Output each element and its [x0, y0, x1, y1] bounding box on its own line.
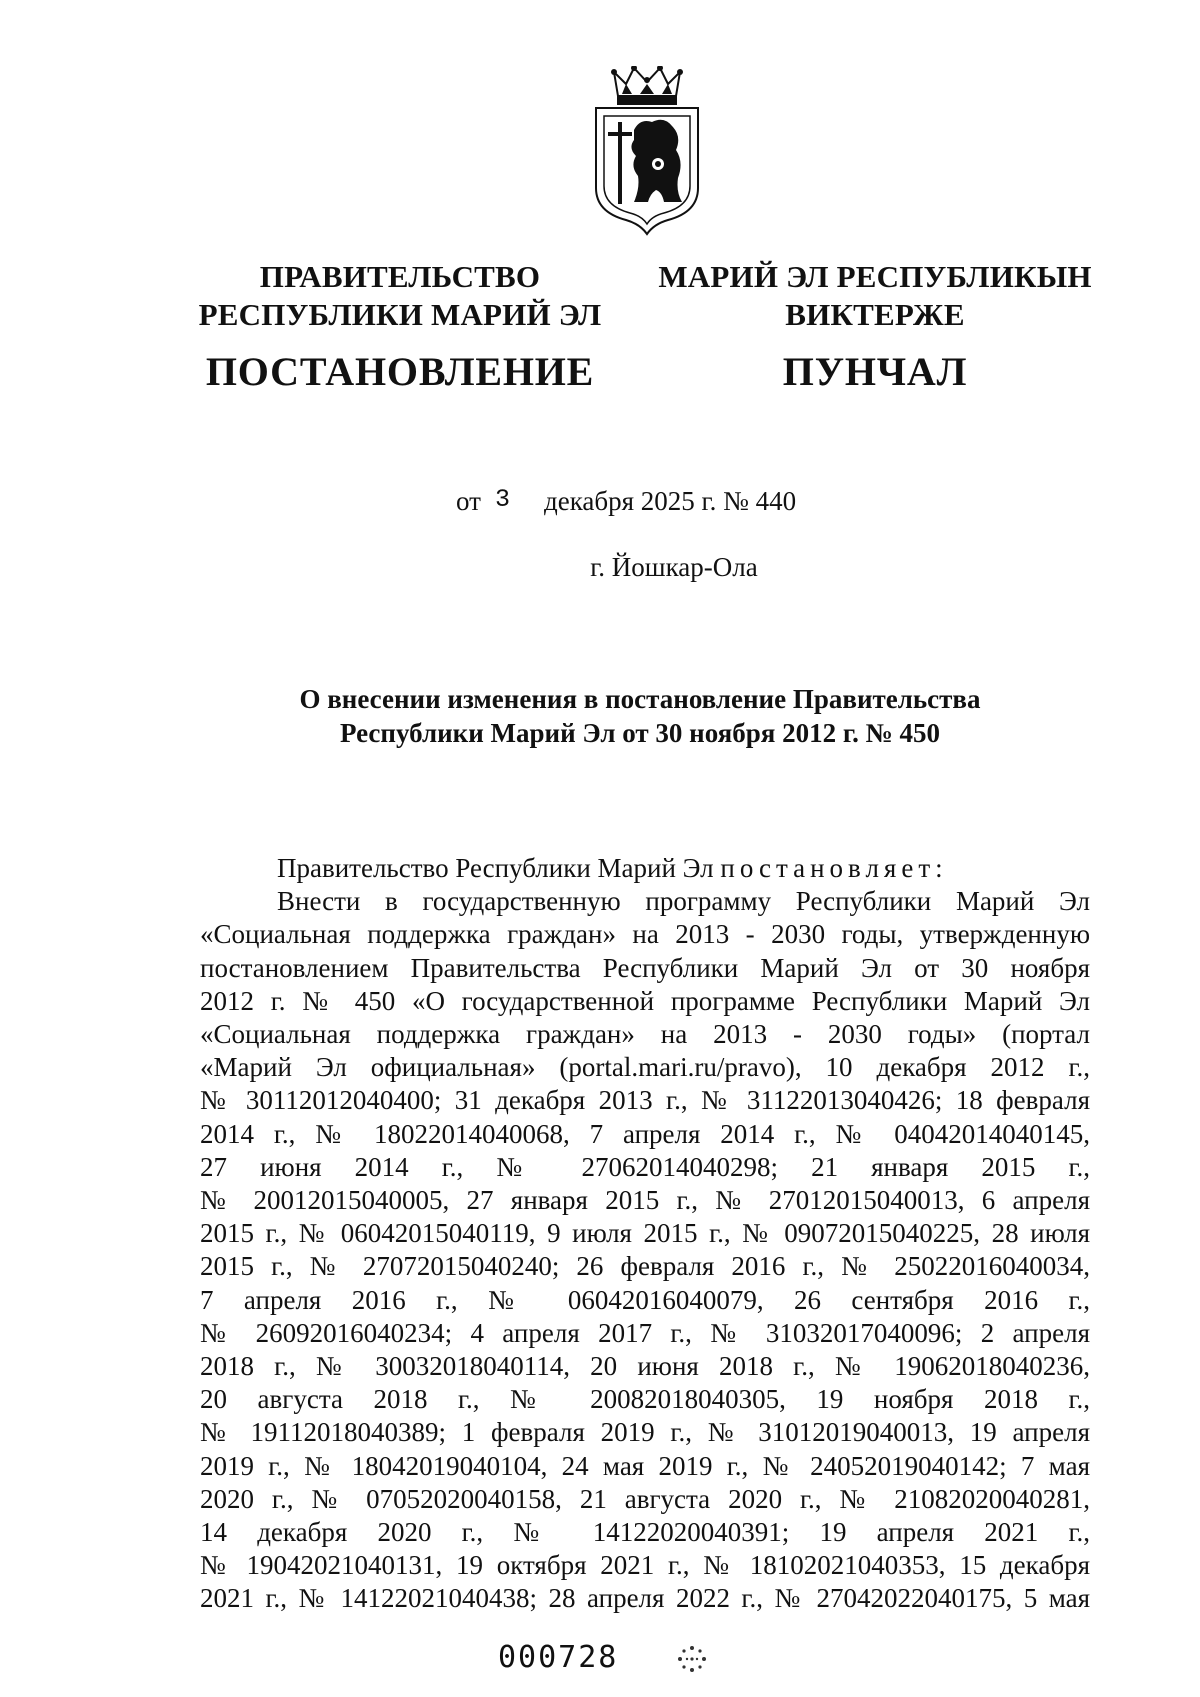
intro-spaced-word: постановляет: — [720, 853, 948, 883]
date-day: 3 — [494, 485, 510, 514]
body-line: 2018 г., № 30032018040114, 20 июня 2018 г., № 19062018040236, — [200, 1351, 1090, 1382]
title-line1: О внесении изменения в постановление Правительства — [299, 684, 981, 714]
org-name-ru-line2: РЕСПУБЛИКИ МАРИЙ ЭЛ — [198, 297, 602, 332]
body-line: 2014 г., № 18022014040068, 7 апреля 2014 г., № 04042014040145, — [200, 1118, 1090, 1149]
doc-type-mari: ПУНЧАЛ — [782, 349, 968, 394]
body-line: 20 августа 2018 г., № 20082018040305, 19 ноября 2018 г., — [200, 1384, 1090, 1415]
header-russian — [190, 258, 610, 396]
body-line: Внести в государственную программу Республики Марий Эл — [277, 886, 1090, 917]
ornament-icon — [675, 1644, 709, 1674]
header-mari — [650, 258, 1100, 396]
body-line: № 20012015040005, 27 января 2015 г., № 27012015040013, 6 апреля — [200, 1185, 1090, 1216]
title-line2: Республики Марий Эл от 30 ноября 2012 г. № 450 — [339, 718, 941, 748]
body-line: № 26092016040234; 4 апреля 2017 г., № 31032017040096; 2 апреля — [200, 1317, 1090, 1348]
body-line: 2019 г., № 18042019040104, 24 мая 2019 г., № 24052019040142; 7 мая — [200, 1450, 1090, 1481]
body-line: 2015 г., № 27072015040240; 26 февраля 2016 г., № 25022016040034, — [200, 1251, 1090, 1282]
body-line: «Марий Эл официальная» (portal.mari.ru/pravo), 10 декабря 2012 г., — [200, 1052, 1090, 1083]
body-line: 2021 г., № 14122021040438; 28 апреля 2022 г., № 27042022040175, 5 мая — [200, 1583, 1090, 1614]
intro-text: Правительство Республики Марий Эл — [277, 853, 714, 883]
date-rest: декабря 2025 г. № 440 — [543, 486, 797, 516]
document-city: г. Йошкар-Ола — [590, 552, 758, 582]
org-name-mari-line1: МАРИЙ ЭЛ РЕСПУБЛИКЫН — [658, 259, 1092, 294]
body-line: 2020 г., № 07052020040158, 21 августа 2020 г., № 21082020040281, — [200, 1483, 1090, 1514]
body-line: 2012 г. № 450 «О государственной программе Республики Марий Эл — [200, 985, 1090, 1016]
body-line: «Социальная поддержка граждан» на 2013 - 2030 годы, утвержденную — [200, 919, 1090, 950]
date-prefix: от — [456, 486, 481, 516]
body-line: постановлением Правительства Республики Марий Эл от 30 ноября — [200, 952, 1090, 983]
org-name-ru-line1: ПРАВИТЕЛЬСТВО — [259, 259, 541, 294]
serial-number: 000728 — [498, 1640, 619, 1675]
body-line: 2015 г., № 06042015040119, 9 июля 2015 г., № 09072015040225, 28 июля — [200, 1218, 1090, 1249]
body-line: «Социальная поддержка граждан» на 2013 - 2030 годы» (портал — [200, 1019, 1090, 1050]
body-intro — [200, 852, 1090, 885]
body-line: 7 апреля 2016 г., № 06042016040079, 26 сентября 2016 г., — [200, 1284, 1090, 1315]
org-name-mari-line2: ВИКТЕРЖЕ — [785, 297, 965, 332]
body-line: 27 июня 2014 г., № 27062014040298; 21 января 2015 г., — [200, 1151, 1090, 1182]
doc-type-ru: ПОСТАНОВЛЕНИЕ — [205, 349, 595, 394]
document-body — [200, 852, 1090, 1616]
body-line: № 30112012040400; 31 декабря 2013 г., № 31122013040426; 18 февраля — [200, 1085, 1090, 1116]
coat-of-arms-emblem — [592, 66, 702, 236]
body-line: 14 декабря 2020 г., № 14122020040391; 19 апреля 2021 г., — [200, 1517, 1090, 1548]
body-line: № 19112018040389; 1 февраля 2019 г., № 31012019040013, 19 апреля — [200, 1417, 1090, 1448]
body-line: № 19042021040131, 19 октября 2021 г., № 18102021040353, 15 декабря — [200, 1550, 1090, 1581]
document-title — [200, 682, 1080, 750]
document-date — [456, 486, 796, 518]
